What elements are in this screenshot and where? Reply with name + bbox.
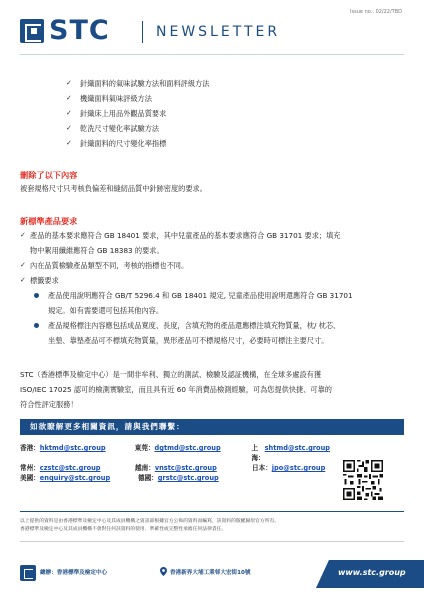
checkmark-icon: ✓	[66, 124, 72, 132]
email-link[interactable]: grstc@stc.group	[157, 474, 219, 482]
website-link[interactable]: www.stc.group	[338, 568, 406, 577]
stc-intro-paragraph: STC（香港標準及檢定中心）是一間非牟利、獨立的測試、檢驗及認証機構，在全球多處設有獲 ISO/IEC 17025 認可的檢測實驗室，而且具有近 60 年消費品檢測經驗，可為您提供快捷、可靠的 符合性評定服務！	[20, 370, 332, 409]
list-item: ✓ 針織面料的尺寸變化率指標	[66, 136, 404, 151]
email-link[interactable]: dgtmd@stc.group	[154, 444, 221, 452]
issue-number: Issue no.: 02/22/TBD	[350, 9, 402, 15]
newsletter-header	[20, 16, 404, 56]
main-content	[20, 76, 404, 348]
logo-text: STC	[49, 15, 110, 46]
contact-label: 越南：	[135, 464, 155, 472]
contact-label: 美國：	[20, 474, 40, 482]
email-link[interactable]: jpo@stc.group	[271, 464, 326, 472]
contact-label: 東莞：	[134, 444, 155, 452]
email-link[interactable]: shtmd@stc.group	[264, 444, 330, 452]
bullet-dot-icon	[34, 293, 39, 298]
contact-label: 日本：	[252, 464, 272, 472]
contacts-grid	[20, 443, 330, 483]
email-link[interactable]: czstc@stc.group	[39, 464, 101, 472]
disclaimer: 以上提供的資料是由香港標準及檢定中心及其成員機構之資訊部根據官方公佈的資料而編寫，該資料的版權歸原官方所有。 香港標準及檢定中心及其成員機構不會對任何該資料的使用、準確性或完整性承擔任何法律責任。	[20, 519, 280, 532]
footer-address: 香港新界大埔工業邨大宏街10號	[170, 570, 251, 576]
header-divider	[20, 54, 404, 55]
email-link[interactable]: hktmd@stc.group	[39, 444, 106, 452]
divider	[20, 541, 404, 542]
label-sub-list	[30, 288, 404, 348]
qr-code-icon[interactable]	[341, 458, 385, 502]
header-separator	[142, 21, 143, 43]
checkmark-icon: ✓	[66, 109, 72, 117]
email-link[interactable]: enquiry@stc.group	[39, 474, 111, 482]
page-footer	[0, 556, 424, 594]
list-item: ✓ 標籤要求 產品使用說明應符合 GB/T 5296.4 和 GB 18401 規定, 兒童產品使用說明還應符合 GB 31701 規定。如有需要還可包括其他內容。 產品規格標注內容應包括成品寬度、長度，含填充物的產品還應標注填充物質量，枕/ 枕芯、 坐墊、靠墊產品可不標填充物質量，異形產品可不標規格尺寸，必要時可標注主要尺寸。	[20, 273, 404, 348]
checkmark-icon: ✓	[66, 139, 72, 147]
location-pin-icon	[160, 567, 167, 576]
list-item: ✓ 針織床上用品外觀品質要求	[66, 106, 404, 121]
newsletter-title: NEWSLETTER	[156, 24, 281, 40]
email-link[interactable]: vnstc@stc.group	[154, 464, 217, 472]
list-item: ✓ 針織面料的氣味試驗方法和面料評級方法	[66, 76, 404, 91]
list-item: 產品規格標注內容應包括成品寬度、長度，含填充物的產品還應標注填充物質量，枕/ 枕芯、 坐墊、靠墊產品可不標填充物質量，異形產品可不標規格尺寸，必要時可標注主要尺寸。	[30, 318, 404, 348]
deleted-body: 被套規格尺寸只考核負偏差和縫紉品質中針跡密度的要求。	[20, 184, 207, 193]
intro-checklist	[20, 76, 404, 151]
list-item: ✓ 產品的基本要求應符合 GB 18401 要求，其中兒童產品的基本要求應符合 GB 31701 要求；填充 物中絮用纖維應符合 GB 18383 的要求。	[20, 228, 404, 258]
list-item: ✓ 機織面料氣味評級方法	[66, 91, 404, 106]
section-title-new: 新標準產品要求	[20, 216, 78, 226]
section-title-deleted: 刪除了以下內容	[20, 170, 78, 180]
list-item: 產品使用說明應符合 GB/T 5296.4 和 GB 18401 規定, 兒童產品使用說明還應符合 GB 31701 規定。如有需要還可包括其他內容。	[30, 288, 404, 318]
stc-logo-icon	[20, 565, 36, 581]
contact-row	[20, 463, 330, 473]
checkmark-icon: ✓	[66, 79, 72, 87]
contact-label: 常州：	[20, 464, 40, 472]
contact-label: 德國：	[138, 474, 158, 482]
contact-banner: 如欲瞭解更多相關資訊，請與我們聯繫：	[20, 419, 404, 435]
bullet-dot-icon	[34, 323, 39, 328]
checkmark-icon: ✓	[20, 276, 26, 284]
footer-org-name: 總辦：香港標準及檢定中心	[40, 570, 108, 576]
divider	[20, 511, 404, 512]
checkmark-icon: ✓	[20, 231, 26, 239]
contact-row	[20, 473, 330, 483]
contact-row	[20, 443, 330, 463]
contact-label: 香港：	[20, 444, 40, 452]
list-item: ✓ 乾洗尺寸變化率試驗方法	[66, 121, 404, 136]
contact-label: 上海：	[251, 444, 265, 462]
stc-logo-icon	[20, 19, 44, 43]
new-requirements-list	[20, 228, 404, 348]
checkmark-icon: ✓	[20, 261, 26, 269]
list-item: ✓ 內在品質檢驗產品類型不同，考核的指標也不同。	[20, 258, 404, 273]
checkmark-icon: ✓	[66, 94, 72, 102]
